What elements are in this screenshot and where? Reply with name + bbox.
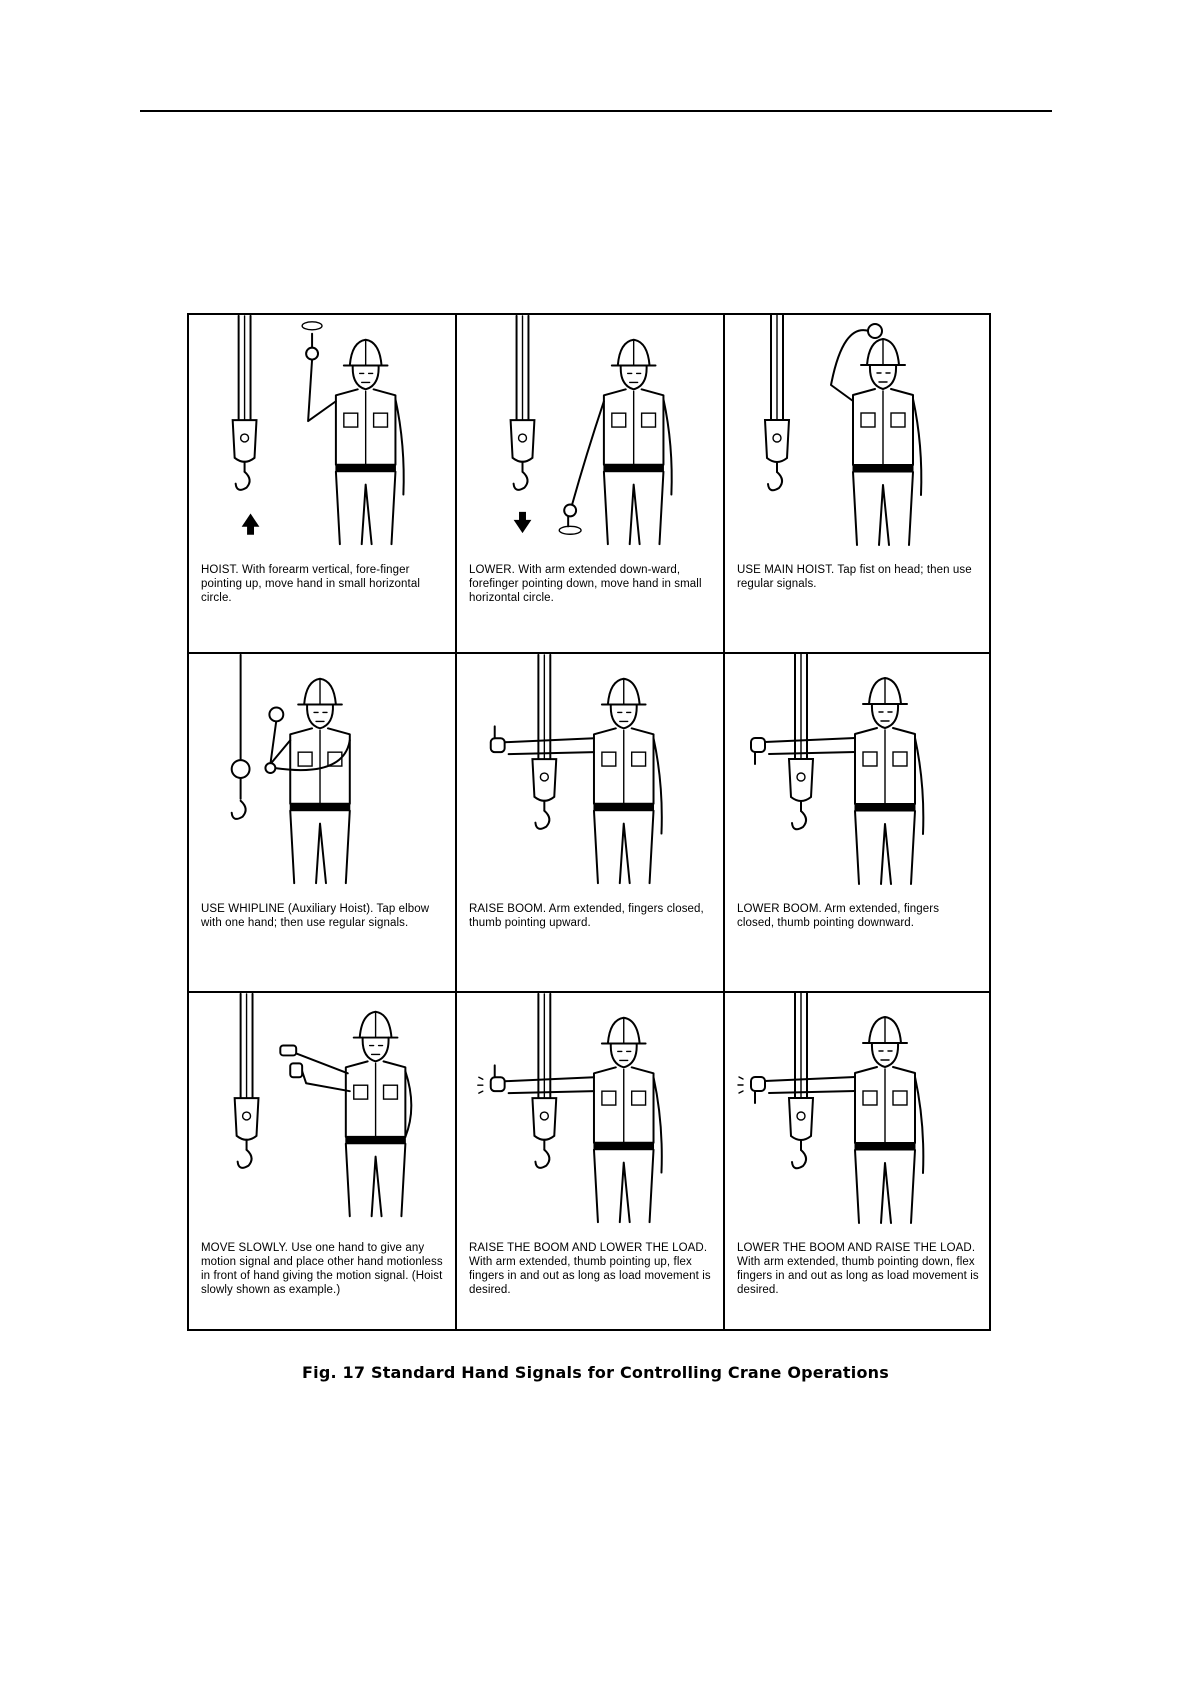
signal-panel-raise-boom: [457, 654, 725, 993]
signal-panel-lower-boom-raise-load: [725, 993, 989, 1329]
crane-hook-icon: [233, 316, 257, 490]
signal-person-figure: [265, 679, 349, 883]
signal-caption: USE MAIN HOIST. Tap fist on head; then use regular signals.: [737, 564, 972, 590]
signal-panel-hoist: [189, 315, 457, 654]
arrow-up-icon: [243, 514, 259, 534]
signal-panel-raise-boom-lower-load: [457, 993, 725, 1329]
signal-person-figure: [831, 324, 921, 545]
whipline-signal-illustration: [189, 654, 455, 894]
signal-panel-use-main-hoist: [725, 315, 989, 654]
arrow-down-icon: [515, 512, 531, 532]
signal-person-figure: [559, 340, 671, 544]
lower-boom-raise-load-signal-illustration: [725, 993, 989, 1233]
lower-signal-illustration: [457, 315, 723, 555]
signal-person-figure: [491, 679, 662, 883]
crane-hook-icon: [235, 994, 259, 1168]
signal-caption: HOIST. With forearm vertical, fore-finger pointing up, move hand in small horizontal circle.: [201, 564, 420, 604]
crane-hook-icon: [532, 655, 556, 829]
signal-caption: USE WHIPLINE (Auxiliary Hoist). Tap elbow with one hand; then use regular signals.: [201, 903, 430, 929]
crane-hook-icon: [765, 315, 789, 490]
lower-boom-signal-illustration: [725, 654, 989, 894]
signal-caption: LOWER BOOM. Arm extended, fingers closed, thumb pointing downward.: [737, 903, 940, 929]
signal-panel-lower: [457, 315, 725, 654]
signal-caption: RAISE BOOM. Arm extended, fingers closed, thumb pointing upward.: [469, 903, 704, 929]
hoist-signal-illustration: [189, 315, 455, 555]
signal-panel-lower-boom: [725, 654, 989, 993]
move-slowly-signal-illustration: [189, 993, 455, 1233]
signal-caption: RAISE THE BOOM AND LOWER THE LOAD. With arm extended, thumb pointing up, flex fingers in and out as long as load movement is desired.: [469, 1242, 711, 1296]
header-rule: [140, 110, 1052, 112]
signal-person-figure: [302, 322, 404, 544]
signal-caption: LOWER. With arm extended down-ward, forefinger pointing down, move hand in small horizontal circle.: [469, 564, 702, 604]
hand-signal-grid: [187, 313, 991, 1331]
signal-person-figure: [280, 1012, 411, 1216]
crane-hook-icon: [532, 994, 556, 1168]
raise-boom-signal-illustration: [457, 654, 723, 894]
signal-person-figure: [478, 1018, 662, 1222]
crane-hook-icon: [511, 316, 535, 490]
signal-panel-move-slowly: [189, 993, 457, 1329]
signal-person-figure: [738, 1017, 923, 1223]
raise-boom-lower-load-signal-illustration: [457, 993, 723, 1233]
signal-caption: MOVE SLOWLY. Use one hand to give any motion signal and place other hand motionless in front of hand giving the motion signal. (Hoist slowly shown as example.): [201, 1242, 443, 1296]
whipline-hook-icon: [232, 655, 250, 819]
main-hoist-signal-illustration: [725, 315, 989, 555]
signal-person-figure: [751, 678, 923, 884]
signal-panel-use-whipline: [189, 654, 457, 993]
signal-caption: LOWER THE BOOM AND RAISE THE LOAD. With arm extended, thumb pointing down, flex fingers in and out as long as load movement is desired.: [737, 1242, 979, 1296]
figure-caption: Fig. 17 Standard Hand Signals for Controlling Crane Operations: [302, 1363, 889, 1382]
